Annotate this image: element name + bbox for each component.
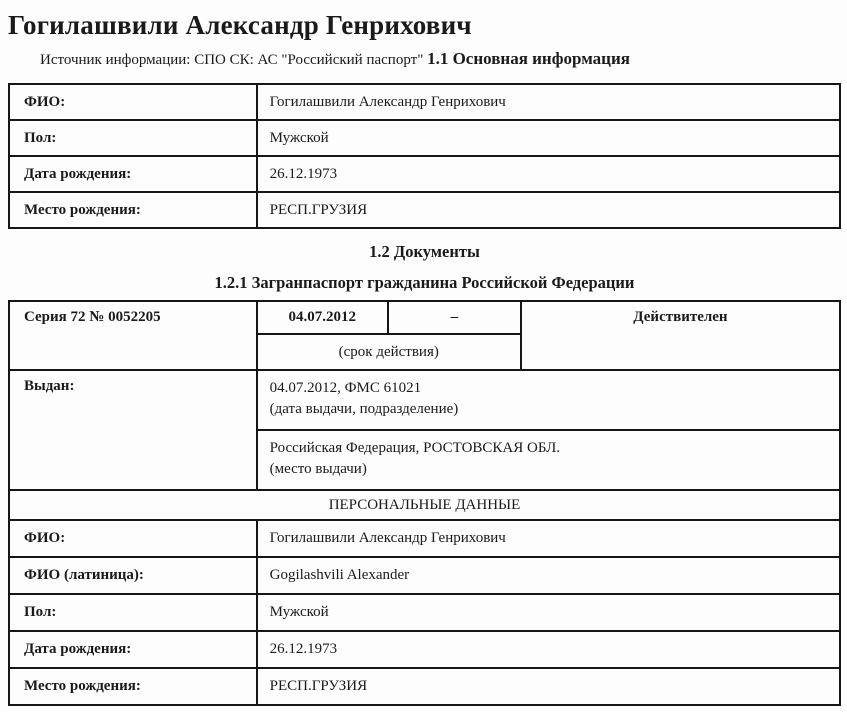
row-value: РЕСП.ГРУЗИЯ bbox=[257, 668, 840, 705]
row-label: Дата рождения: bbox=[9, 156, 257, 192]
issued-label: Выдан: bbox=[9, 370, 257, 490]
section-1-2-heading: 1.2 Документы bbox=[369, 242, 480, 261]
issue-caption: (дата выдачи, подразделение) bbox=[269, 401, 459, 417]
row-label: ФИО: bbox=[9, 520, 257, 557]
page-title: Гогилашвили Александр Генрихович bbox=[8, 10, 472, 40]
row-label: Место рождения: bbox=[9, 192, 257, 228]
issue-place: Российская Федерация, РОСТОВСКАЯ ОБЛ. bbox=[269, 440, 561, 456]
row-value: Gogilashvili Alexander bbox=[257, 557, 840, 594]
table-row bbox=[9, 156, 840, 192]
basic-info-table bbox=[8, 83, 841, 229]
table-row bbox=[9, 84, 840, 120]
valid-to-date: – bbox=[388, 301, 521, 334]
row-value: Мужской bbox=[257, 594, 840, 631]
table-row bbox=[9, 668, 840, 705]
passport-table bbox=[8, 300, 841, 706]
table-row bbox=[9, 557, 840, 594]
row-label: Место рождения: bbox=[9, 668, 257, 705]
row-label: Дата рождения: bbox=[9, 631, 257, 668]
source-text: Источник информации: СПО СК: АС "Российский паспорт" bbox=[40, 52, 424, 68]
row-value: 26.12.1973 bbox=[257, 156, 840, 192]
table-row bbox=[9, 520, 840, 557]
personal-data-header-row bbox=[9, 490, 840, 520]
passport-series: Серия 72 № 0052205 bbox=[9, 301, 257, 370]
source-line bbox=[40, 49, 841, 69]
row-value: Мужской bbox=[257, 120, 840, 156]
status-badge: Действителен bbox=[521, 301, 840, 370]
table-row bbox=[9, 120, 840, 156]
row-label: Пол: bbox=[9, 594, 257, 631]
row-label: ФИО (латиница): bbox=[9, 557, 257, 594]
row-value: РЕСП.ГРУЗИЯ bbox=[257, 192, 840, 228]
issue-info: 04.07.2012, ФМС 61021 bbox=[269, 380, 422, 396]
table-row bbox=[9, 631, 840, 668]
row-label: Пол: bbox=[9, 120, 257, 156]
section-1-1-heading: 1.1 Основная информация bbox=[427, 49, 630, 68]
issue-info-cell bbox=[257, 370, 840, 430]
row-value: Гогилашвили Александр Генрихович bbox=[257, 84, 840, 120]
section-1-2-1-heading: 1.2.1 Загранпаспорт гражданина Российской Федерации bbox=[214, 273, 635, 292]
table-row bbox=[9, 594, 840, 631]
issue-place-caption: (место выдачи) bbox=[269, 461, 367, 477]
row-value: 26.12.1973 bbox=[257, 631, 840, 668]
passport-validity-row bbox=[9, 301, 840, 334]
row-value: Гогилашвили Александр Генрихович bbox=[257, 520, 840, 557]
row-label: ФИО: bbox=[9, 84, 257, 120]
issue-place-cell bbox=[257, 430, 840, 490]
personal-data-header: ПЕРСОНАЛЬНЫЕ ДАННЫЕ bbox=[9, 490, 840, 520]
validity-caption: (срок действия) bbox=[257, 334, 521, 370]
issue-info-row bbox=[9, 370, 840, 430]
valid-from-date: 04.07.2012 bbox=[257, 301, 388, 334]
table-row bbox=[9, 192, 840, 228]
